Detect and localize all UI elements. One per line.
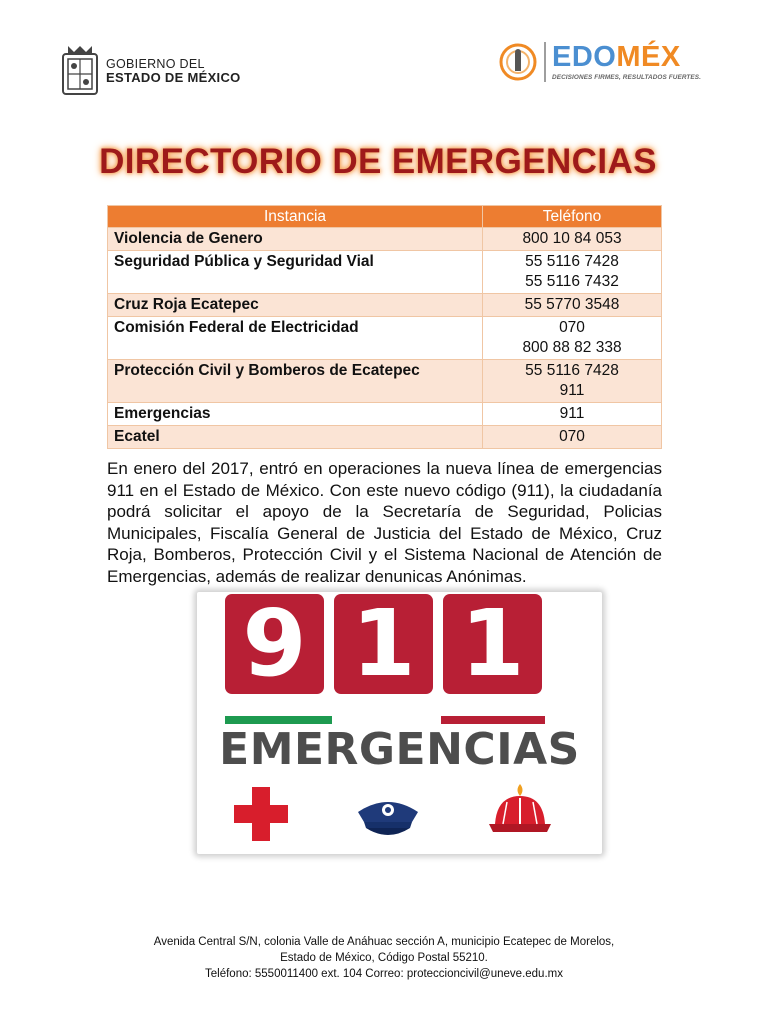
table-row [108, 251, 662, 294]
brand-divider [544, 42, 546, 82]
edomex-tagline: DECISIONES FIRMES, RESULTADOS FUERTES. [552, 73, 702, 81]
emergency-directory-table [107, 205, 662, 449]
flag-green-bar [225, 716, 332, 724]
instancia-cell: Seguridad Pública y Seguridad Vial [108, 251, 483, 294]
phone-number: 55 5116 7428 [525, 362, 619, 379]
phone-number: 911 [559, 382, 585, 399]
gov-line1: GOBIERNO DEL [106, 56, 205, 71]
telefono-cell [483, 360, 662, 403]
phone-number: 800 88 82 338 [522, 339, 622, 356]
phone-number: 55 5116 7428 [525, 253, 619, 270]
phone-number: 800 10 84 053 [522, 230, 622, 247]
intro-paragraph: En enero del 2017, entró en operaciones la nueva línea de emergencias 911 en el Estado de México. Con este nuevo código (911), la ciudadanía podrá solicitar el apoyo de la Secretaría de Seguridad, Policias Municipales, Fiscalía General de Justicia del Estado de México, Cruz Roja, Bomberos, Protección Civil y el Sistema Nacional de Atención de Emergencias, además de realizar denunicas Anónimas. [107, 459, 662, 586]
column-header-telefono: Teléfono [483, 206, 662, 228]
digit-9: 9 [225, 594, 324, 694]
telefono-cell [483, 426, 662, 449]
phone-number: 55 5116 7432 [525, 273, 619, 290]
table-header-row [108, 206, 662, 228]
instancia-cell: Cruz Roja Ecatepec [108, 294, 483, 317]
emergency-911-poster [197, 592, 602, 854]
footer-line1: Avenida Central S/N, colonia Valle de Anáhuac sección A, municipio Ecatepec de Morelos, [153, 936, 615, 948]
edomex-logo [498, 40, 701, 84]
emergencias-word: EMERGENCIAS [219, 724, 580, 775]
instancia-cell: Protección Civil y Bomberos de Ecatepec [108, 360, 483, 403]
red-cross-icon [233, 787, 289, 841]
telefono-cell [483, 251, 662, 294]
edomex-wordmark: EDOMÉX [552, 40, 681, 73]
footer-line2: Estado de México, Código Postal 55210. [280, 952, 488, 964]
column-header-instancia: Instancia [108, 206, 483, 228]
instancia-cell: Violencia de Genero [108, 228, 483, 251]
page-title: DIRECTORIO DE EMERGENCIAS [99, 142, 657, 181]
telefono-cell [483, 228, 662, 251]
flag-red-bar [441, 716, 545, 724]
digit-1-second: 1 [443, 594, 542, 694]
table-row [108, 317, 662, 360]
phone-number: 911 [559, 405, 585, 422]
table-row [108, 294, 662, 317]
gov-line2: ESTADO DE MÉXICO [106, 69, 241, 85]
police-cap-icon [354, 792, 422, 838]
table-row [108, 228, 662, 251]
digit-1-first: 1 [334, 594, 433, 694]
phone-number: 55 5770 3548 [524, 296, 620, 313]
gobierno-logo [60, 44, 241, 98]
firefighter-helmet-icon [487, 780, 553, 838]
telefono-cell [483, 317, 662, 360]
table-row [108, 426, 662, 449]
telefono-cell [483, 294, 662, 317]
instancia-cell: Ecatel [108, 426, 483, 449]
table-row [108, 403, 662, 426]
phone-number: 070 [559, 428, 585, 445]
table-row [108, 360, 662, 403]
footer-address [0, 934, 768, 982]
telefono-cell [483, 403, 662, 426]
state-seal-icon [60, 44, 100, 98]
edomex-emblem-icon [498, 40, 538, 84]
instancia-cell: Comisión Federal de Electricidad [108, 317, 483, 360]
phone-number: 070 [559, 319, 585, 336]
footer-line3: Teléfono: 5550011400 ext. 104 Correo: proteccioncivil@uneve.edu.mx [205, 968, 563, 980]
instancia-cell: Emergencias [108, 403, 483, 426]
